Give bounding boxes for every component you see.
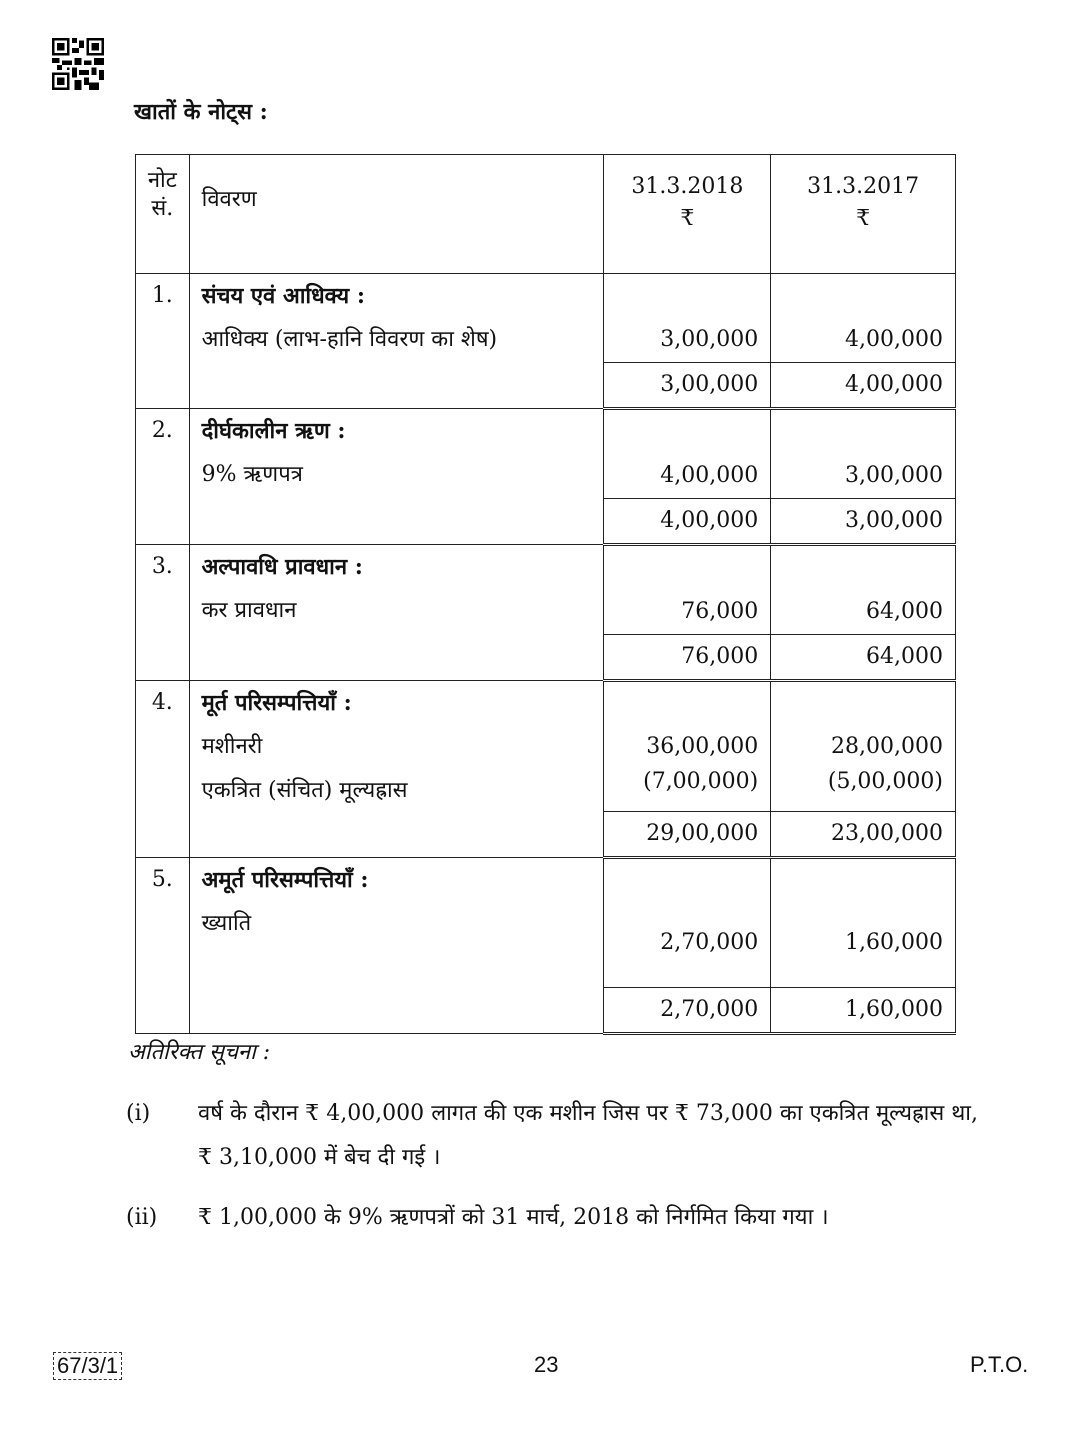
- section-title: दीर्घकालीन ऋण :: [201, 418, 346, 444]
- total-2017: 1,60,000: [845, 997, 943, 1022]
- total-2018: 2,70,000: [660, 997, 759, 1022]
- value-2018: 3,00,000: [660, 327, 759, 352]
- value-2018: (7,00,000): [643, 769, 759, 794]
- item-label: 9% ऋणपत्र: [201, 462, 303, 487]
- note-label: (ii): [126, 1205, 158, 1230]
- note-label: (i): [126, 1101, 151, 1126]
- item-label: कर प्रावधान: [201, 598, 297, 623]
- additional-note: [126, 1196, 986, 1240]
- header-description: विवरण: [189, 155, 604, 274]
- total-2017: 3,00,000: [845, 508, 943, 533]
- note-number: 2.: [151, 418, 173, 443]
- note-number: 1.: [151, 283, 173, 308]
- header-note-label: नोट: [147, 168, 177, 193]
- paper-code: 67/3/1: [53, 1352, 122, 1380]
- item-label: ख्याति: [201, 911, 252, 936]
- total-2018: 29,00,000: [646, 821, 759, 846]
- additional-info-title: अतिरिक्त सूचना :: [128, 1040, 271, 1065]
- year2-label: 31.3.2017: [807, 174, 920, 199]
- total-2017: 23,00,000: [831, 821, 943, 846]
- total-2018: 76,000: [681, 644, 759, 669]
- note-text: ₹ 1,00,000 के 9% ऋणपत्रों को 31 मार्च, 2018 को निर्गमित किया गया ।: [198, 1205, 829, 1230]
- value-2017: (5,00,000): [827, 769, 943, 794]
- value-2018: 76,000: [681, 599, 759, 624]
- total-2017: 64,000: [866, 644, 943, 669]
- total-2017: 4,00,000: [845, 372, 943, 397]
- value-2017: 3,00,000: [845, 463, 943, 488]
- total-2018: 4,00,000: [660, 508, 759, 533]
- value-2018: 2,70,000: [660, 930, 759, 955]
- value-2017: 64,000: [866, 599, 943, 624]
- rupee-symbol: ₹: [680, 206, 695, 231]
- year1-label: 31.3.2018: [631, 174, 744, 199]
- item-label: एकत्रित (संचित) मूल्यह्रास: [201, 778, 408, 803]
- item-label: आधिक्य (लाभ-हानि विवरण का शेष): [201, 327, 498, 352]
- header-year-2018: [604, 155, 771, 274]
- page-number: 23: [534, 1352, 559, 1377]
- note-number: 5.: [151, 867, 173, 892]
- note-number: 4.: [151, 690, 173, 715]
- total-2018: 3,00,000: [660, 372, 759, 397]
- header-note-abbr: सं.: [151, 196, 174, 221]
- note-number: 3.: [151, 554, 173, 579]
- header-year-2017: [771, 155, 956, 274]
- section-title: संचय एवं आधिक्य :: [201, 283, 365, 309]
- item-label: मशीनरी: [201, 734, 263, 759]
- qr-code-icon: [52, 38, 104, 90]
- header-note-no: [136, 155, 190, 274]
- rupee-symbol: ₹: [856, 206, 871, 231]
- section-title: मूर्त परिसम्पत्तियाँ :: [201, 690, 352, 716]
- pto-label: P.T.O.: [970, 1352, 1029, 1377]
- value-2017: 1,60,000: [845, 930, 943, 955]
- notes-table: [135, 154, 956, 1035]
- table-row: [136, 409, 956, 499]
- value-2017: 28,00,000: [831, 734, 943, 759]
- additional-note: [126, 1092, 986, 1182]
- page-heading: खातों के नोट्स :: [134, 99, 268, 125]
- table-row: [136, 858, 956, 988]
- table-row: [136, 274, 956, 363]
- note-text: वर्ष के दौरान ₹ 4,00,000 लागत की एक मशीन जिस पर ₹ 73,000 का एकत्रित मूल्यह्रास था, ₹ 3,10,000 में बेच दी गई ।: [198, 1101, 978, 1170]
- value-2017: 4,00,000: [845, 327, 943, 352]
- value-2018: 4,00,000: [660, 463, 759, 488]
- table-row: [136, 681, 956, 812]
- value-2018: 36,00,000: [646, 734, 759, 759]
- section-title: अमूर्त परिसम्पत्तियाँ :: [201, 867, 369, 893]
- section-title: अल्पावधि प्रावधान :: [201, 554, 363, 580]
- table-header-row: [136, 155, 956, 274]
- table-row: [136, 545, 956, 635]
